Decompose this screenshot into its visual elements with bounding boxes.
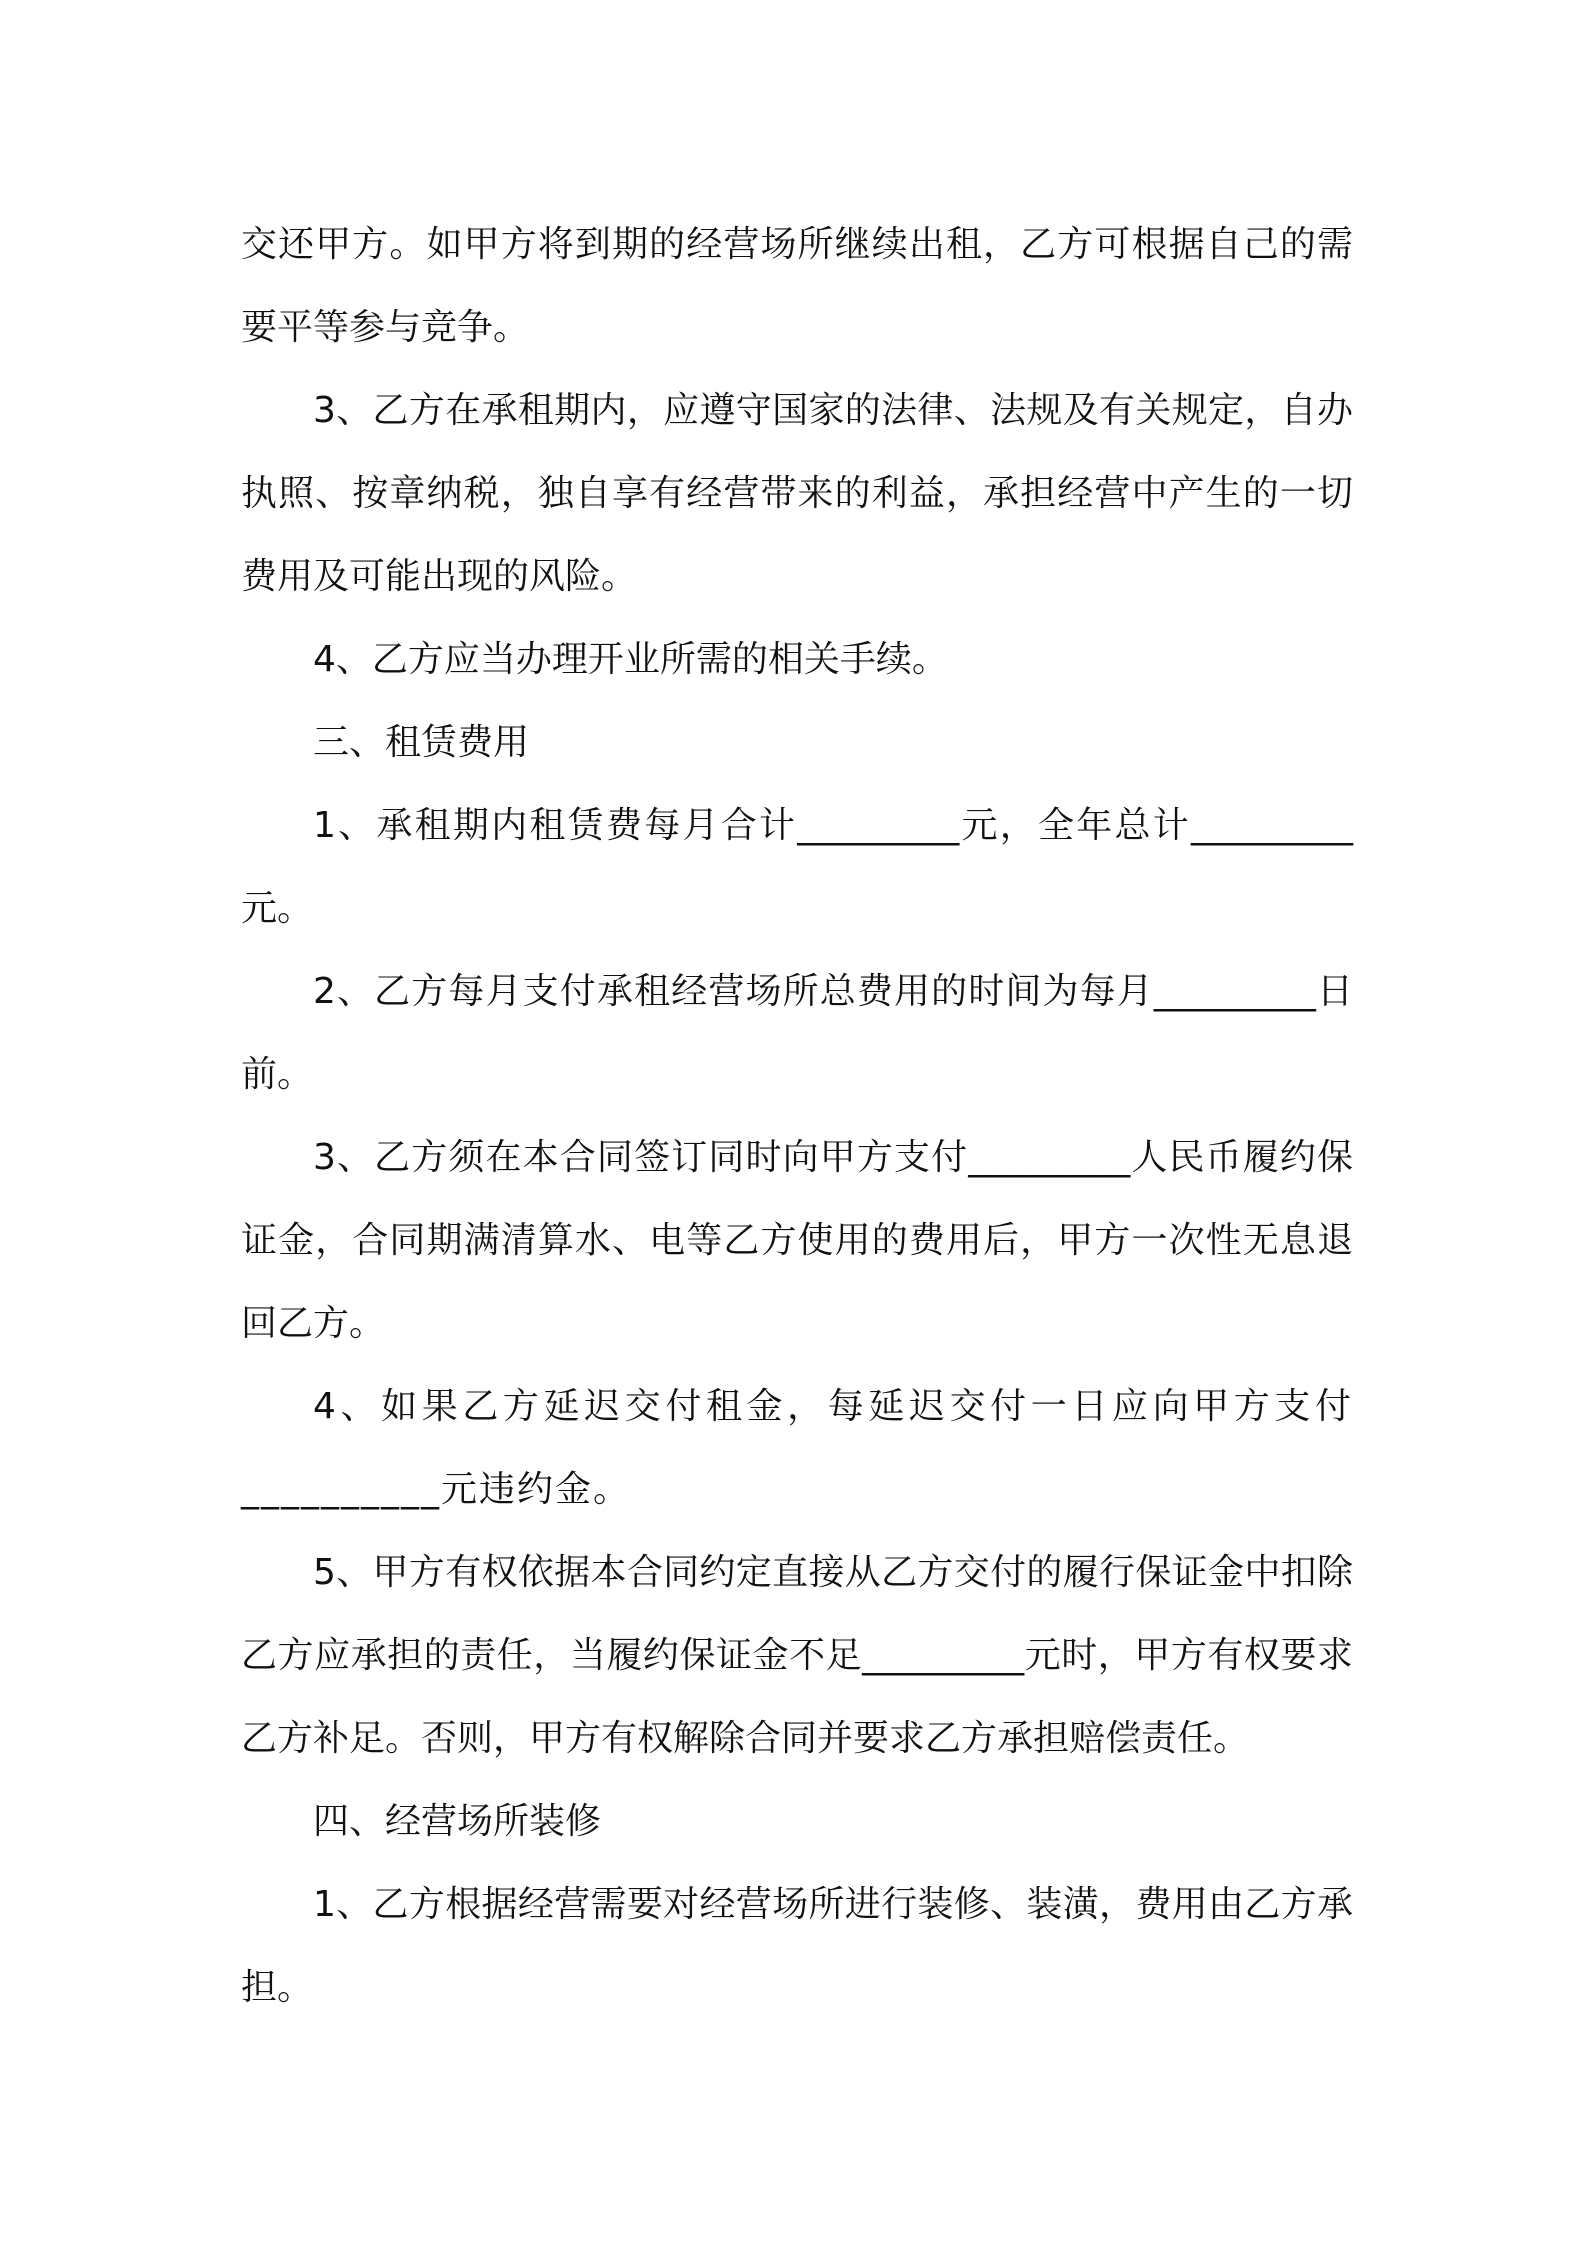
section-heading-renovation: 四、经营场所装修 (313, 1801, 602, 1842)
paragraph-payment-date: 2、乙方每月支付承租经营场所总费用的时间为每月_________日前。 (241, 971, 1353, 1095)
paragraph-deposit: 3、乙方须在本合同签订同时向甲方支付_________人民币履约保证金，合同期满清算水、电等乙方使用的费用后，甲方一次性无息退回乙方。 (241, 1137, 1353, 1344)
section-heading-rent: 三、租赁费用 (313, 722, 530, 763)
paragraph-rent-amount: 1、承租期内租赁费每月合计_________元，全年总计_________元。 (241, 805, 1353, 929)
paragraph-renovation-cost: 1、乙方根据经营需要对经营场所进行装修、装潢，费用由乙方承担。 (241, 1884, 1353, 2008)
document-body (241, 203, 1353, 2029)
paragraph-clause-3-obligations: 3、乙方在承租期内，应遵守国家的法律、法规及有关规定，自办执照、按章纳税，独自享有经营带来的利益，承担经营中产生的一切费用及可能出现的风险。 (241, 390, 1353, 597)
paragraph-deduction-rights: 5、甲方有权依据本合同约定直接从乙方交付的履行保证金中扣除乙方应承担的责任，当履约保证金不足_________元时，甲方有权要求乙方补足。否则，甲方有权解除合同并要求乙方承担赔偿责任。 (241, 1552, 1353, 1759)
paragraph-late-penalty: 4、如果乙方延迟交付租金，每延迟交付一日应向甲方支付__________元违约金。 (241, 1386, 1353, 1510)
paragraph-clause-4-procedures: 4、乙方应当办理开业所需的相关手续。 (313, 639, 948, 680)
paragraph-continuation: 交还甲方。如甲方将到期的经营场所继续出租，乙方可根据自己的需要平等参与竞争。 (241, 224, 1353, 348)
